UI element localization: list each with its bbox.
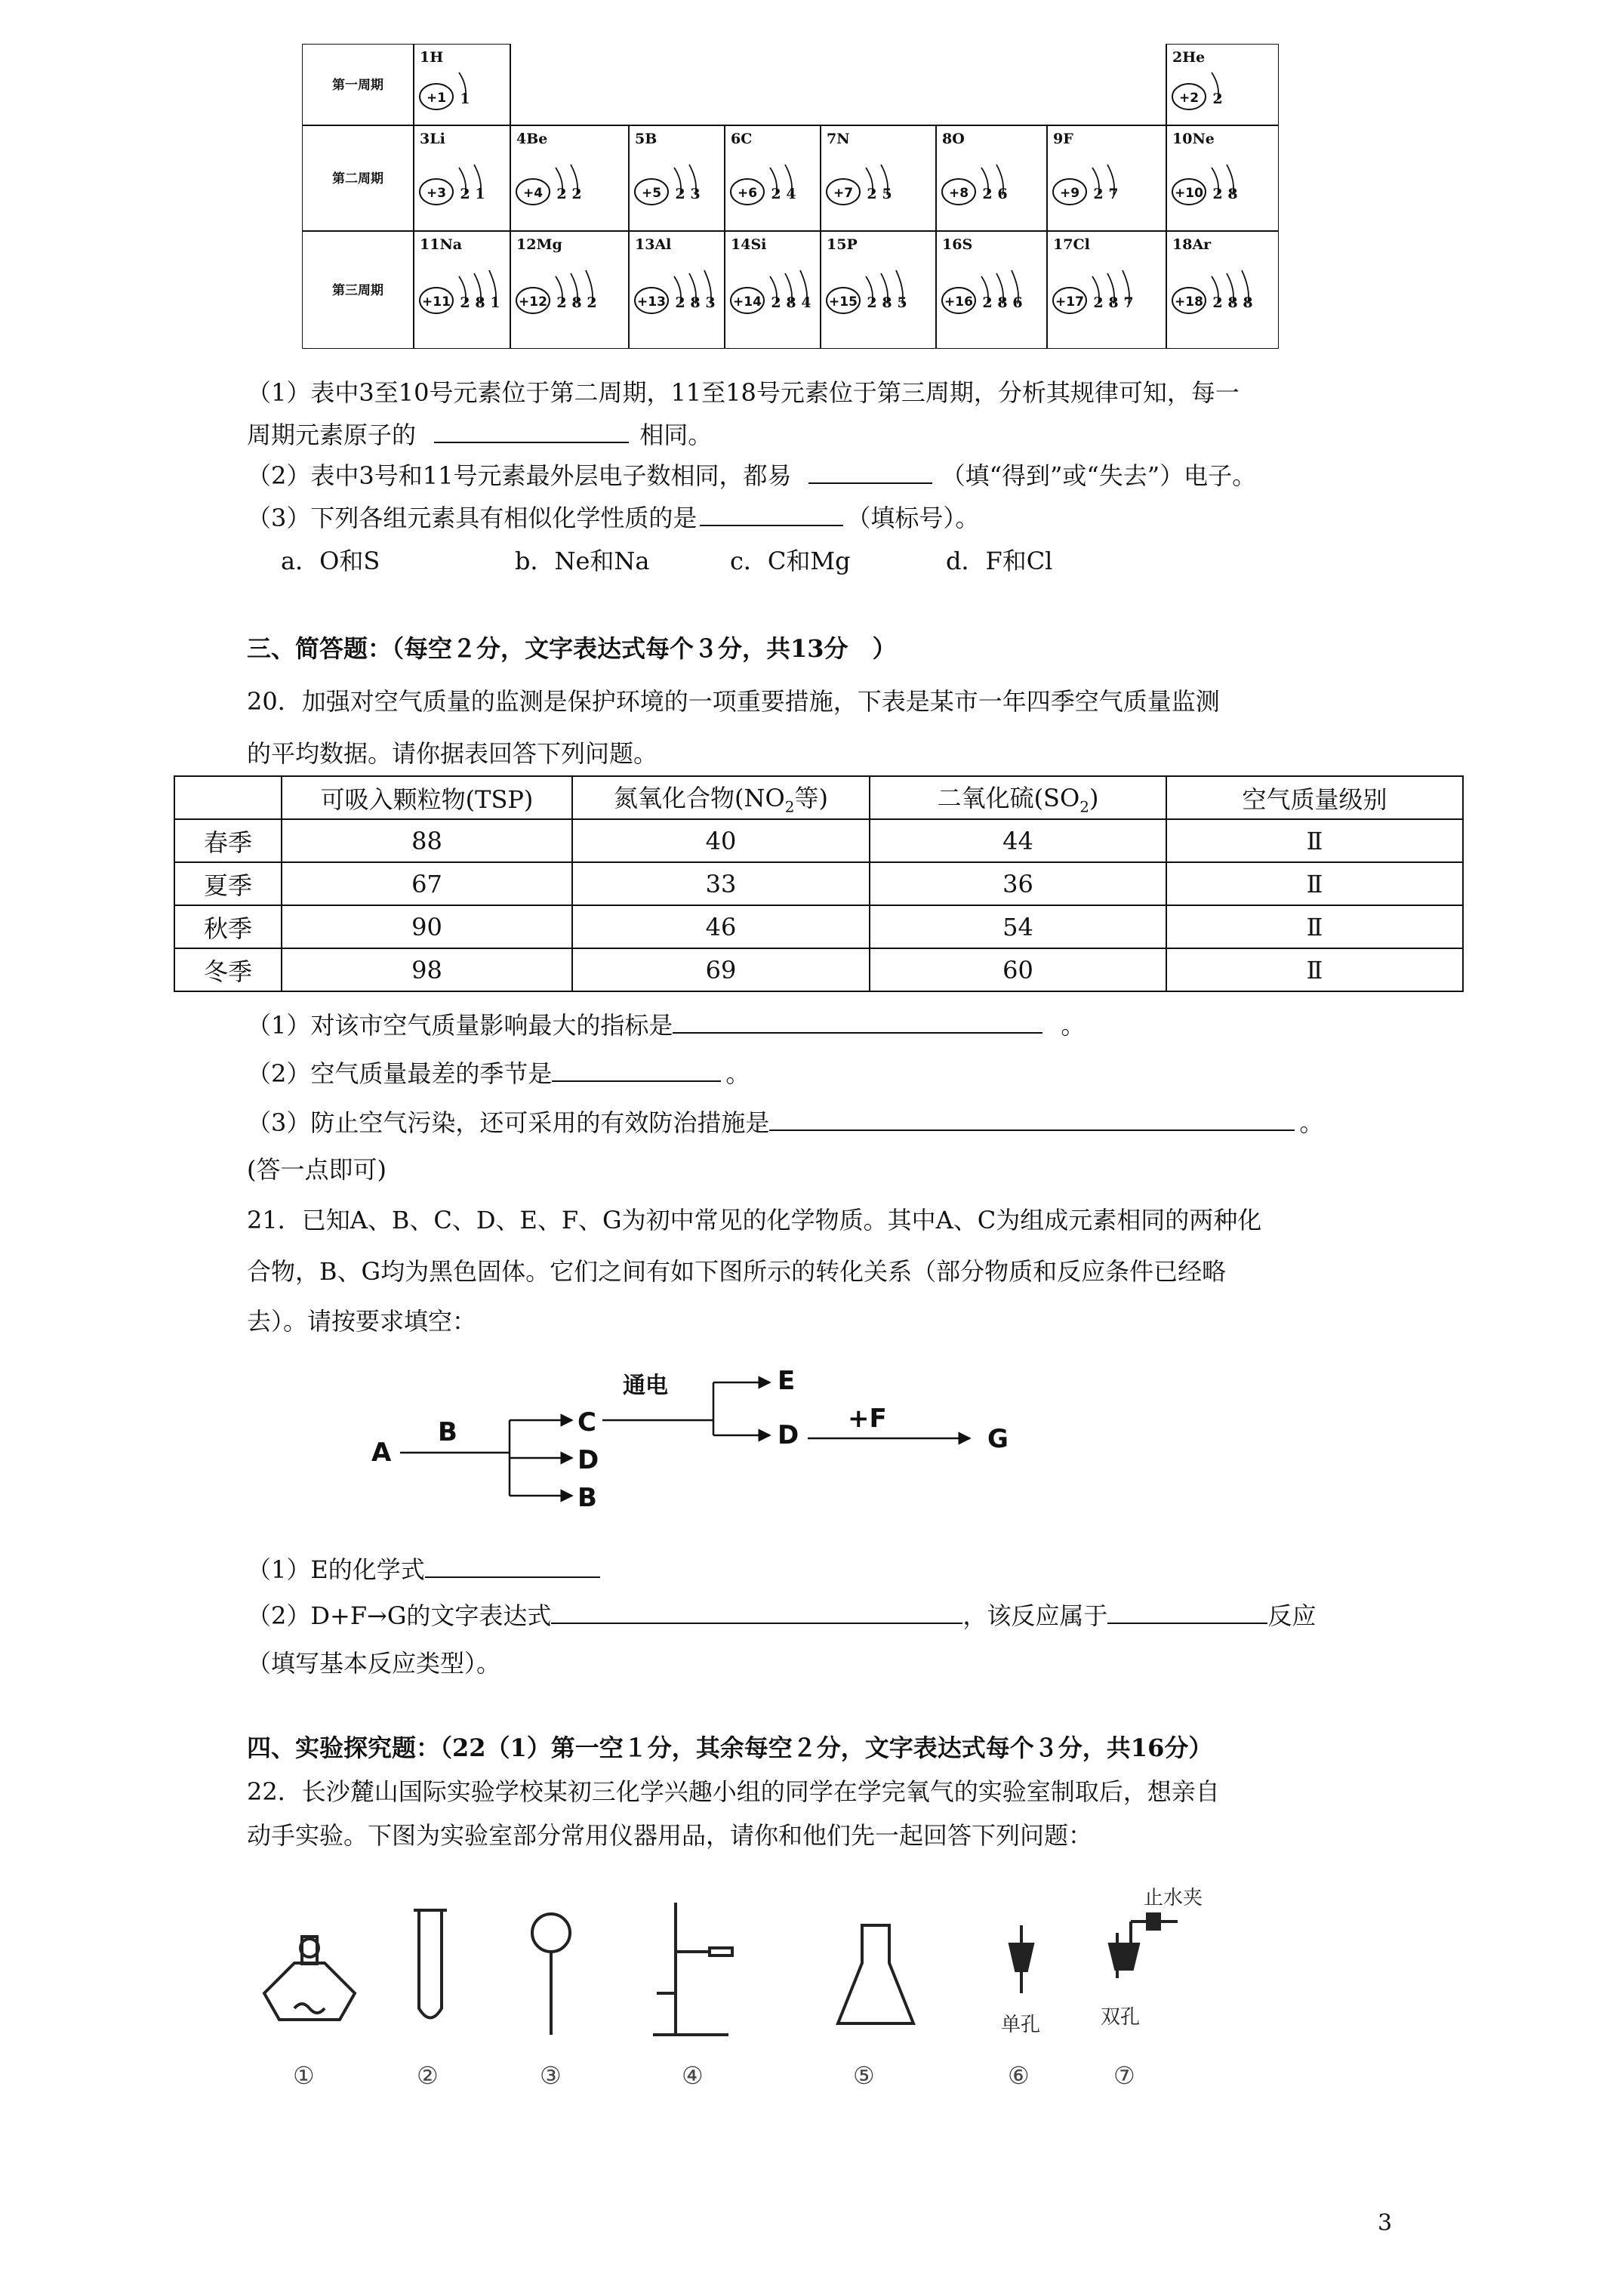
element-cell [516, 236, 597, 313]
shell-electrons: 2 [771, 186, 781, 202]
q19-option-d: d．F和Cl [946, 547, 1053, 575]
shell-electrons: 2 [675, 294, 685, 311]
element-cell [942, 236, 1023, 313]
q21-answer-2-note: （填写基本反应类型）。 [247, 1649, 501, 1678]
shell-electrons: 2 [982, 294, 993, 311]
separatory-funnel-icon [532, 1914, 570, 2035]
shell-electrons: 2 [675, 186, 685, 202]
q21-answer-blank-1[interactable] [425, 1552, 600, 1578]
nucleus-charge: +8 [948, 186, 969, 201]
table-header-row [174, 776, 1463, 819]
section4-title: 四、实验探究题：（22（1）第一空１分，其余每空２分，文字表达式每个３分，共16分） [247, 1734, 1213, 1762]
element-symbol: 4Be [516, 131, 548, 147]
reaction-flow-diagram [362, 1355, 1042, 1521]
element-symbol: 15P [827, 236, 858, 253]
node-g: G [987, 1424, 1009, 1454]
element-symbol: 5B [635, 131, 658, 147]
element-cell [827, 236, 907, 313]
table-cell: 46 [572, 905, 870, 948]
periodic-table [302, 44, 1279, 349]
shell-electrons: 2 [587, 294, 597, 311]
shell-electrons: 3 [690, 186, 701, 202]
shell-electrons: 5 [897, 294, 907, 311]
nucleus-charge: +6 [737, 186, 758, 201]
nucleus-charge: +11 [422, 294, 451, 310]
q22-line2: 动手实验。下图为实验室部分常用仪器用品，请你和他们先一起回答下列问题： [247, 1821, 1093, 1850]
element-cell [516, 131, 582, 205]
element-cell [731, 131, 796, 205]
shell-electrons: 4 [786, 186, 796, 202]
shell-electrons: 3 [705, 294, 716, 311]
shell-electrons: 2 [460, 186, 470, 202]
table-cell: 67 [282, 862, 572, 905]
table-row [174, 948, 1463, 991]
shell-electrons: 8 [1108, 294, 1119, 311]
q19-part3 [247, 501, 979, 535]
table-header-so2: 二氧化硫$(SO_2)$ [870, 776, 1166, 819]
element-symbol: 18Ar [1172, 236, 1212, 253]
shell-electrons: 8 [1227, 294, 1238, 311]
q21-answer-2-text: （2）D+F→G的文字表达式 [247, 1601, 552, 1630]
shell-electrons: 8 [475, 294, 485, 311]
q19-part1-line2 [247, 418, 712, 452]
shell-electrons: 8 [690, 294, 701, 311]
iron-stand-icon [653, 1903, 732, 2035]
air-quality-table [174, 775, 1464, 992]
element-symbol: 17Cl [1053, 236, 1090, 253]
shell-electrons: 8 [1227, 186, 1238, 202]
shell-electrons: 8 [1243, 294, 1253, 311]
shell-electrons: 8 [571, 294, 582, 311]
table-cell: 33 [572, 862, 870, 905]
label-electrolysis: 通电 [623, 1373, 668, 1399]
shell-electrons: 2 [1093, 294, 1104, 311]
shell-electrons: 2 [1212, 91, 1223, 107]
q21-line1: 21．已知A、B、C、D、E、F、G为初中常见的化学物质。其中A、C为组成元素相同的两种化 [247, 1206, 1262, 1234]
node-b: B [577, 1483, 597, 1513]
shell-electrons: 2 [556, 294, 567, 311]
shell-electrons: 2 [982, 186, 993, 202]
shell-electrons: 2 [556, 186, 567, 202]
table-cell: 54 [870, 905, 1166, 948]
table-cell: 冬季 [174, 948, 282, 991]
element-symbol: 8O [942, 131, 965, 147]
shell-electrons: 2 [460, 294, 470, 311]
q19-option-a: a．O和S [281, 547, 380, 575]
table-header-tsp: 可吸入颗粒物(TSP) [282, 776, 572, 819]
q21-answer-2-mid: ，该反应属于 [962, 1601, 1108, 1630]
single-hole-stopper-icon [1010, 1925, 1033, 1993]
table-cell: 69 [572, 948, 870, 991]
nucleus-charge: +16 [944, 294, 973, 310]
nucleus-charge: +7 [833, 186, 854, 201]
table-cell: 90 [282, 905, 572, 948]
nucleus-charge: +2 [1178, 91, 1200, 106]
shell-electrons: 6 [997, 186, 1008, 202]
q21-answer-blank-3[interactable] [1107, 1598, 1267, 1624]
q19-option-b: b．Ne和Na [515, 547, 650, 575]
q19-answer-blank-1[interactable] [434, 418, 629, 443]
table-header-nox: 氮氧化合物($NO_2$等) [572, 776, 870, 819]
element-cell [942, 131, 1008, 205]
table-cell: 44 [870, 819, 1166, 862]
element-symbol: 9F [1053, 131, 1073, 147]
q20-line2: 的平均数据。请你据表回答下列问题。 [247, 739, 658, 768]
element-cell [1053, 131, 1119, 205]
apparatus-label-5: ⑤ [853, 2061, 875, 2090]
node-d: D [577, 1445, 599, 1475]
q21-answer-1 [247, 1552, 600, 1587]
table-cell: 夏季 [174, 862, 282, 905]
period-label: 第一周期 [332, 78, 383, 93]
q21-answer-2-suffix: 反应 [1267, 1601, 1317, 1630]
table-cell: 60 [870, 948, 1166, 991]
apparatus-label-7: ⑦ [1113, 2061, 1135, 2090]
node-a: A [371, 1438, 392, 1468]
table-cell: 98 [282, 948, 572, 991]
node-c: C [577, 1407, 596, 1438]
apparatus-label-1: ① [293, 2061, 315, 2090]
shell-electrons: 8 [882, 294, 892, 311]
node-e: E [778, 1366, 796, 1396]
element-symbol: 12Mg [516, 236, 562, 253]
q20-answer-2-suffix: 。 [725, 1059, 750, 1088]
element-cell [1053, 236, 1134, 313]
shell-electrons: 7 [1108, 186, 1119, 202]
nucleus-charge: +12 [519, 294, 547, 310]
apparatus-label-2: ② [417, 2061, 439, 2090]
table-cell: 秋季 [174, 905, 282, 948]
shell-electrons: 2 [771, 294, 781, 311]
q21-answer-2 [247, 1598, 1316, 1633]
node-d2: D [778, 1420, 799, 1450]
two-hole-stopper-icon [1110, 1914, 1178, 1978]
q21-line3: 去）。请按要求填空： [247, 1307, 477, 1336]
shell-electrons: 4 [801, 294, 812, 311]
q19-part3-suffix: （填标号）。 [846, 504, 980, 532]
q19-part1-text: 周期元素原子的 [247, 421, 417, 449]
nucleus-charge: +1 [426, 91, 447, 106]
page-number: 3 [1378, 2210, 1393, 2236]
table-cell: 40 [572, 819, 870, 862]
q20-answer-blank-2[interactable] [552, 1056, 721, 1082]
element-cell [420, 236, 500, 313]
table-cell: Ⅱ [1166, 948, 1463, 991]
nucleus-charge: +4 [522, 186, 544, 201]
shell-electrons: 1 [475, 186, 485, 202]
q21-line2: 合物，B、G均为黑色固体。它们之间有如下图所示的转化关系（部分物质和反应条件已经略 [247, 1257, 1227, 1286]
element-symbol: 1H [420, 49, 444, 66]
element-cell [635, 131, 701, 205]
q19-part2 [247, 458, 1256, 493]
table-cell: 88 [282, 819, 572, 862]
shell-electrons: 8 [786, 294, 796, 311]
shell-electrons: 7 [1123, 294, 1134, 311]
apparatus-label-3: ③ [540, 2061, 562, 2090]
q19-part1-line1: （1）表中3至10号元素位于第二周期，11至18号元素位于第三周期，分析其规律可知，每一 [247, 378, 1240, 407]
table-cell: 36 [870, 862, 1166, 905]
table-cell: 春季 [174, 819, 282, 862]
element-symbol: 6C [731, 131, 753, 147]
q20-answer-2-text: （2）空气质量最差的季节是 [247, 1059, 553, 1088]
shell-electrons: 6 [1012, 294, 1023, 311]
apparatus-label-6: ⑥ [1008, 2061, 1030, 2090]
table-row [174, 905, 1463, 948]
section3-title: 三、简答题：（每空２分，文字表达式每个３分，共13分 ） [247, 634, 897, 663]
shell-electrons: 2 [867, 186, 877, 202]
q19-option-c: c．C和Mg [730, 547, 851, 575]
double-hole-label: 双孔 [1101, 2006, 1141, 2029]
element-cell [827, 131, 892, 205]
single-hole-label: 单孔 [1001, 2014, 1041, 2036]
shell-electrons: 2 [571, 186, 582, 202]
shell-electrons: 2 [1212, 294, 1223, 311]
element-symbol: 3Li [420, 131, 445, 147]
nucleus-charge: +3 [426, 186, 447, 201]
q21-answer-1-text: （1）E的化学式 [247, 1555, 425, 1584]
table-cell: Ⅱ [1166, 862, 1463, 905]
nucleus-charge: +9 [1059, 186, 1080, 201]
q19-part2-suffix: （填“得到”或“失去”）电子。 [941, 461, 1257, 490]
element-symbol: 14Si [731, 236, 767, 253]
q20-answer-blank-1[interactable] [673, 1008, 1042, 1034]
water-clamp-icon [1147, 1914, 1160, 1929]
element-cell [1172, 49, 1223, 109]
table-header-grade: 空气质量级别 [1166, 776, 1463, 819]
element-cell [1172, 236, 1253, 313]
apparatus-label-4: ④ [682, 2061, 704, 2090]
shell-electrons: 1 [490, 294, 500, 311]
period-label: 第二周期 [332, 171, 383, 186]
shell-electrons: 1 [460, 91, 470, 107]
element-symbol: 16S [942, 236, 973, 253]
q20-answer-1 [247, 1008, 1085, 1043]
q19-part1-suffix: 相同。 [639, 421, 713, 449]
test-tube-icon [419, 1910, 442, 2018]
q19-part3-text: （3）下列各组元素具有相似化学性质的是 [247, 504, 698, 532]
q19-part2-text: （2）表中3号和11号元素最外层电子数相同，都易 [247, 461, 792, 490]
q20-answer-3-suffix: 。 [1299, 1108, 1324, 1137]
shell-electrons: 5 [882, 186, 892, 202]
element-cell [420, 49, 470, 109]
nucleus-charge: +17 [1055, 294, 1084, 310]
q19-answer-blank-2[interactable] [808, 458, 932, 484]
alcohol-lamp-icon [264, 1937, 355, 2020]
table-row [174, 862, 1463, 905]
element-cell [1172, 131, 1238, 205]
q20-line1: 20．加强对空气质量的监测是保护环境的一项重要措施，下表是某市一年四季空气质量监测 [247, 687, 1220, 716]
q21-answer-blank-2[interactable] [551, 1598, 962, 1624]
q20-answer-1-suffix: 。 [1061, 1011, 1086, 1040]
table-header-corner [174, 776, 282, 819]
element-symbol: 10Ne [1172, 131, 1215, 147]
nucleus-charge: +15 [829, 294, 858, 310]
q19-answer-blank-3[interactable] [700, 501, 843, 526]
table-row [174, 819, 1463, 862]
element-symbol: 11Na [420, 236, 463, 253]
element-cell [731, 236, 812, 313]
lab-apparatus-figure [249, 1880, 1291, 2106]
conical-flask-icon [838, 1925, 913, 2023]
label-plus-f: +F [848, 1404, 887, 1434]
q20-answer-blank-3[interactable] [769, 1105, 1295, 1131]
period-label: 第三周期 [332, 283, 383, 298]
q20-answer-2 [247, 1056, 750, 1091]
table-cell: Ⅱ [1166, 905, 1463, 948]
nucleus-charge: +18 [1175, 294, 1203, 310]
shell-electrons: 8 [997, 294, 1008, 311]
table-cell: Ⅱ [1166, 819, 1463, 862]
clamp-label: 止水夹 [1144, 1887, 1203, 1909]
nucleus-charge: +5 [641, 186, 662, 201]
nucleus-charge: +13 [637, 294, 666, 310]
element-cell [420, 131, 485, 205]
q20-answer-3-note: (答一点即可) [247, 1155, 387, 1184]
element-cell [635, 236, 716, 313]
shell-electrons: 2 [867, 294, 877, 311]
q22-line1: 22．长沙麓山国际实验学校某初三化学兴趣小组的同学在学完氧气的实验室制取后，想亲自 [247, 1777, 1220, 1806]
shell-electrons: 2 [1212, 186, 1223, 202]
q20-answer-3-text: （3）防止空气污染，还可采用的有效防治措施是 [247, 1108, 770, 1137]
shell-electrons: 2 [1093, 186, 1104, 202]
q20-answer-3 [247, 1105, 1323, 1140]
q20-answer-1-text: （1）对该市空气质量影响最大的指标是 [247, 1011, 673, 1040]
element-symbol: 13Al [635, 236, 672, 253]
label-b: B [438, 1417, 457, 1447]
nucleus-charge: +10 [1175, 186, 1203, 201]
element-symbol: 2He [1172, 49, 1206, 66]
nucleus-charge: +14 [733, 294, 762, 310]
element-symbol: 7N [827, 131, 850, 147]
